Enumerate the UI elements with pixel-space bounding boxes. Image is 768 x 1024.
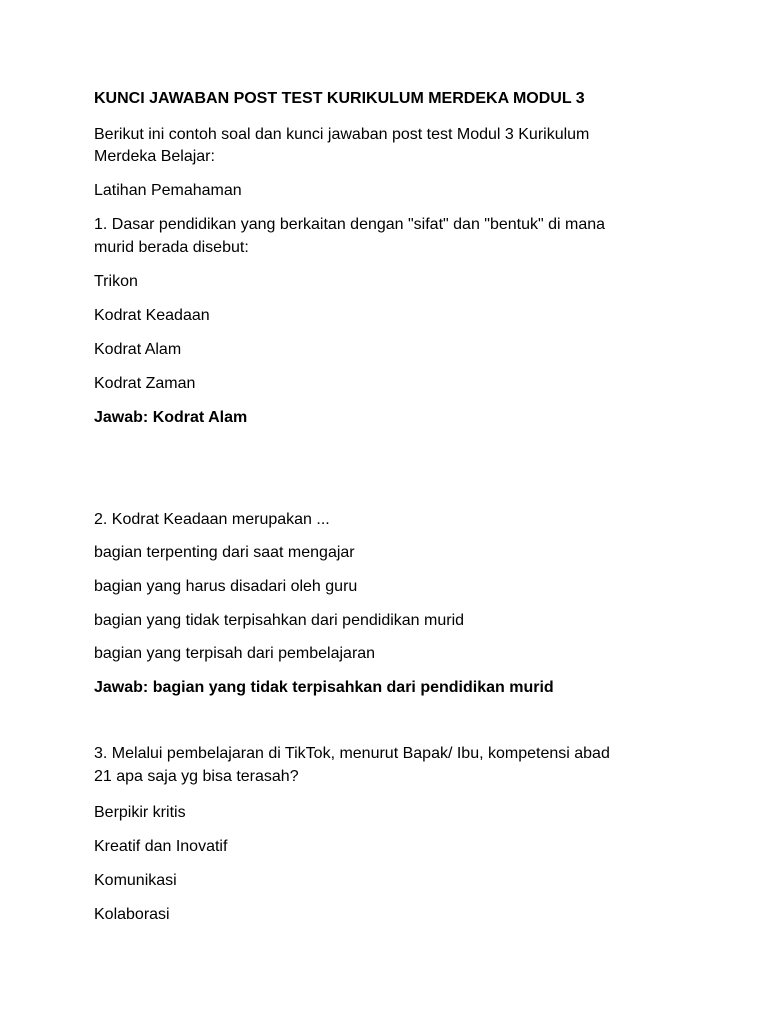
question-3-option: Kreatif dan Inovatif bbox=[94, 838, 228, 855]
question-3-option: Kolaborasi bbox=[94, 906, 170, 923]
question-2-line-1: 2. Kodrat Keadaan merupakan ... bbox=[94, 511, 330, 528]
question-2-option: bagian yang terpisah dari pembelajaran bbox=[94, 645, 376, 662]
question-1-answer: Jawab: Kodrat Alam bbox=[94, 409, 248, 426]
question-1-option: Kodrat Alam bbox=[94, 341, 182, 358]
intro-line-1: Berikut ini contoh soal dan kunci jawaban post test Modul 3 Kurikulum bbox=[94, 126, 590, 143]
document-title: KUNCI JAWABAN POST TEST KURIKULUM MERDEKA MODUL 3 bbox=[94, 90, 585, 107]
question-2-option: bagian yang harus disadari oleh guru bbox=[94, 578, 358, 595]
question-1-line-2: murid berada disebut: bbox=[94, 239, 249, 256]
intro-line-2: Merdeka Belajar: bbox=[94, 148, 215, 165]
question-1-option: Trikon bbox=[94, 273, 138, 290]
question-3-line-2: 21 apa saja yg bisa terasah? bbox=[94, 768, 299, 785]
question-1-line-1: 1. Dasar pendidikan yang berkaitan dengan "sifat" dan "bentuk" di mana bbox=[94, 216, 606, 233]
section-heading: Latihan Pemahaman bbox=[94, 182, 242, 199]
question-1-option: Kodrat Zaman bbox=[94, 375, 196, 392]
question-3-option: Berpikir kritis bbox=[94, 804, 186, 821]
question-2-answer: Jawab: bagian yang tidak terpisahkan dari pendidikan murid bbox=[94, 679, 554, 696]
question-1-option: Kodrat Keadaan bbox=[94, 307, 210, 324]
question-3-line-1: 3. Melalui pembelajaran di TikTok, menurut Bapak/ Ibu, kompetensi abad bbox=[94, 745, 610, 762]
question-3-option: Komunikasi bbox=[94, 872, 177, 889]
question-2-option: bagian yang tidak terpisahkan dari pendidikan murid bbox=[94, 612, 465, 629]
question-2-option: bagian terpenting dari saat mengajar bbox=[94, 544, 355, 561]
